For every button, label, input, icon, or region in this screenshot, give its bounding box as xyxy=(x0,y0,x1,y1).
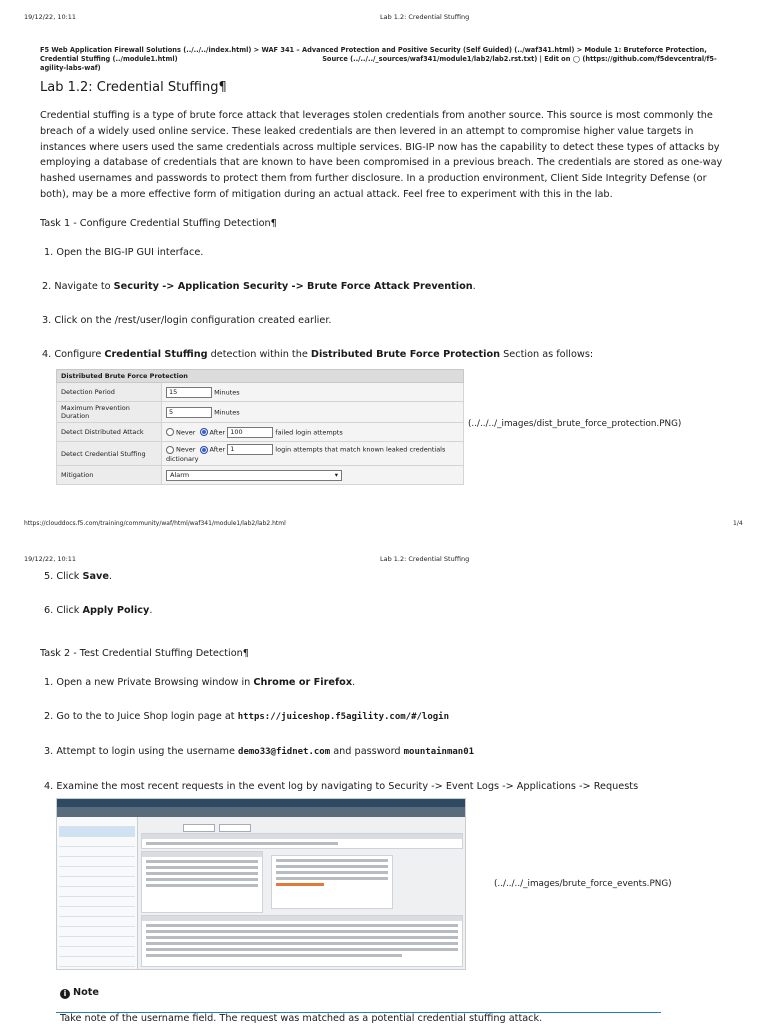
step-5-text: 5. Click xyxy=(44,571,83,582)
detection-period-label: Detection Period xyxy=(57,383,162,402)
page-header-title: Lab 1.2: Credential Stuffing xyxy=(380,13,470,21)
intro-paragraph: Credential stuffing is a type of brute force attack that leverages stolen credentials from another source. This source is most commonly the breach of a widely used online service. These leaked credentials are then levered in an attempt to compromise higher value targets in instances where users used the same credentials across multiple services. BIG-IP now has the capability to detect these types of attacks by employing a database of credentials that are known to have been compromised in a previous breach. The credentials are stored as one-way hashed usernames and passwords to protect them from further disclosure. In a production environment, Client Side Integrity Defense (or both), may be a more effective form of mitigation during an actual attack. Feel free to experiment with this in the lab. xyxy=(40,110,723,200)
source-edit-links[interactable]: Source (../../../_sources/waf341/module1/lab2/lab2.rst.txt) | Edit on ◯ (https://github.com/f5devcentral/f5-agility-labs-waf) xyxy=(40,55,717,72)
list-item xyxy=(59,837,135,847)
mitigation-value: Alarm xyxy=(170,470,190,479)
screenshot-raw-request xyxy=(141,915,463,967)
password-code: mountainman01 xyxy=(403,747,475,757)
task2-heading: Task 2 - Test Credential Stuffing Detection¶ xyxy=(40,648,249,659)
never-label: Never xyxy=(176,445,196,454)
detection-period-input[interactable]: 15 xyxy=(166,387,212,398)
list-item xyxy=(59,867,135,877)
list-item xyxy=(59,877,135,887)
breadcrumb xyxy=(40,46,740,73)
task2-step-3-mid: and password xyxy=(330,746,404,757)
screenshot-request-details xyxy=(141,851,263,913)
page-header-date: 19/12/22, 10:11 xyxy=(24,13,77,21)
screenshot-detail xyxy=(139,817,465,969)
step-4-bold2: Distributed Brute Force Protection xyxy=(310,349,501,360)
after-label: After xyxy=(209,445,226,454)
step-6 xyxy=(44,605,152,616)
max-prevention-label: Maximum Prevention Duration xyxy=(57,402,162,423)
minutes-label: Minutes xyxy=(214,408,240,416)
step-6-end: . xyxy=(149,605,153,616)
page-header-date: 19/12/22, 10:11 xyxy=(24,555,77,563)
screenshot-topbar xyxy=(57,799,465,807)
step-3: 3. Click on the /rest/user/login configuration created earlier. xyxy=(42,315,332,326)
step-4-bold1: Credential Stuffing xyxy=(104,349,208,360)
never-label: Never xyxy=(176,428,196,436)
page-header-title: Lab 1.2: Credential Stuffing xyxy=(380,555,470,563)
list-item xyxy=(59,857,135,867)
table-row xyxy=(57,466,464,485)
step-2-path: Security -> Application Security -> Brute Force Attack Prevention xyxy=(113,281,473,292)
step-6-bold: Apply Policy xyxy=(82,605,150,616)
list-item xyxy=(59,927,135,937)
footer-url: https://clouddocs.f5.com/training/community/waf/html/waf341/module1/lab2/lab2.html xyxy=(24,520,286,527)
list-item xyxy=(59,937,135,947)
screenshot-request-list xyxy=(57,817,138,969)
step-2 xyxy=(42,281,476,292)
step-4-end: Section as follows: xyxy=(500,349,594,360)
max-prevention-input[interactable]: 5 xyxy=(166,407,212,418)
task1-heading: Task 1 - Configure Credential Stuffing Detection¶ xyxy=(40,218,277,229)
note-heading xyxy=(60,987,99,999)
after-radio[interactable] xyxy=(200,446,208,454)
step-5-end: . xyxy=(108,571,112,582)
list-item xyxy=(59,947,135,957)
step-6-text: 6. Click xyxy=(44,605,83,616)
note-title-text: Note xyxy=(73,987,99,998)
mitigation-select[interactable] xyxy=(166,470,342,481)
task2-step-3-text: 3. Attempt to login using the username xyxy=(44,746,239,757)
cred-stuffing-label: Detect Credential Stuffing xyxy=(57,442,162,466)
page-title: Lab 1.2: Credential Stuffing¶ xyxy=(40,80,227,95)
task2-step-2-text: 2. Go to the to Juice Shop login page at xyxy=(44,711,238,722)
screenshot-tabbar xyxy=(57,807,465,817)
table-row xyxy=(57,383,464,402)
minutes-label: Minutes xyxy=(214,388,240,396)
screenshot-violations-panel xyxy=(141,833,463,849)
list-item xyxy=(59,897,135,907)
list-item xyxy=(59,847,135,857)
task2-step-1-text: 1. Open a new Private Browsing window in xyxy=(44,677,254,688)
step-2-text: 2. Navigate to xyxy=(42,281,114,292)
step-1: 1. Open the BIG-IP GUI interface. xyxy=(44,247,204,258)
footer-page-number: 1/4 xyxy=(733,520,743,527)
info-icon: i xyxy=(60,989,70,999)
step-4-text: 4. Configure xyxy=(42,349,105,360)
task2-step-2 xyxy=(44,711,449,722)
list-item xyxy=(59,817,135,827)
never-radio[interactable] xyxy=(166,446,174,454)
cred-stuffing-suffix: login attempts that match known leaked credentials dictionary xyxy=(166,445,446,463)
list-item xyxy=(59,957,135,967)
table-row xyxy=(57,423,464,442)
juiceshop-url: https://juiceshop.f5agility.com/#/login xyxy=(237,712,450,722)
distributed-brute-force-table xyxy=(56,369,464,485)
cred-stuffing-input[interactable]: 1 xyxy=(227,444,273,455)
table-heading: Distributed Brute Force Protection xyxy=(57,370,464,383)
image-link-events[interactable]: (../../../_images/brute_force_events.PNG) xyxy=(494,879,672,889)
after-label: After xyxy=(209,428,226,436)
screenshot-button xyxy=(183,824,215,832)
chevron-down-icon: ▾ xyxy=(334,470,338,479)
task2-step-4: 4. Examine the most recent requests in the event log by navigating to Security -> Event Logs -> Applications -> Requests xyxy=(44,781,639,792)
task2-step-1-bold: Chrome or Firefox xyxy=(253,677,353,688)
breadcrumb-link-path[interactable]: F5 Web Application Firewall Solutions (../../../index.html) > WAF 341 – Advanced Protection and Positive Security (Self Guided) (../waf341.html) > Module 1: Bruteforce Protection, xyxy=(40,46,707,54)
dist-attack-input[interactable]: 100 xyxy=(227,427,273,438)
list-item xyxy=(59,827,135,837)
step-4-mid: detection within the xyxy=(207,349,311,360)
screenshot-button xyxy=(219,824,251,832)
step-5 xyxy=(44,571,112,582)
never-radio[interactable] xyxy=(166,428,174,436)
screenshot-attack-details xyxy=(271,855,393,909)
task2-step-3 xyxy=(44,746,474,757)
step-2-end: . xyxy=(472,281,476,292)
dist-attack-suffix: failed login attempts xyxy=(275,428,343,436)
task2-step-1 xyxy=(44,677,355,688)
image-link-dbfp[interactable]: (../../../_images/dist_brute_force_protection.PNG) xyxy=(468,419,682,429)
after-radio[interactable] xyxy=(200,428,208,436)
note-body: Take note of the username field. The request was matched as a potential credential stuffing attack. xyxy=(60,1013,543,1024)
dist-attack-label: Detect Distributed Attack xyxy=(57,423,162,442)
breadcrumb-link-module[interactable]: Credential Stuffing (../module1.html) xyxy=(40,55,178,63)
event-log-screenshot xyxy=(56,798,466,970)
list-item xyxy=(59,887,135,897)
table-row xyxy=(57,402,464,423)
mitigation-label: Mitigation xyxy=(57,466,162,485)
list-item xyxy=(59,907,135,917)
table-row xyxy=(57,442,464,466)
list-item xyxy=(59,917,135,927)
step-5-bold: Save xyxy=(82,571,109,582)
task2-step-1-end: . xyxy=(352,677,356,688)
username-code: demo33@fidnet.com xyxy=(238,747,331,757)
step-4 xyxy=(42,349,593,360)
